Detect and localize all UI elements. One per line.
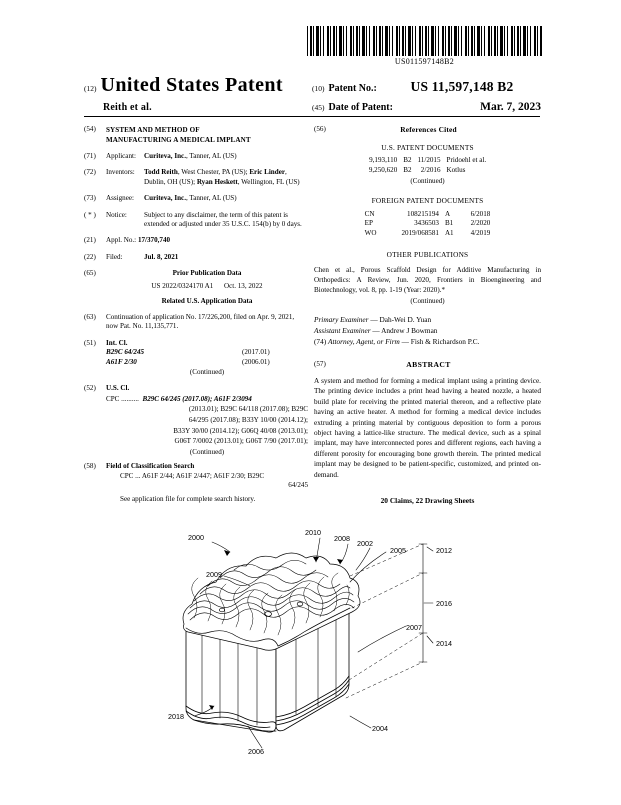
foreign-ref-1-number: 108215194 [407,209,439,218]
field-63-number: (63) [84,313,96,322]
us-cl-continued: (Continued) [189,447,225,456]
figure-label-2000: 2000 [188,533,204,542]
figure-label-2008: 2008 [334,534,350,543]
barcode [307,26,542,66]
patent-number-block [312,79,541,95]
foreign-patent-documents-heading: FOREIGN PATENT DOCUMENTS [371,195,484,205]
field-72-number: (72) [84,168,96,177]
us-ref-1-name: Pridoehl et al. [446,156,487,165]
inventors-short: Reith et al. [103,102,152,113]
barcode-bars [307,26,542,56]
us-patent-documents-continued: (Continued) [410,176,445,185]
field-22-number: (22) [84,252,96,261]
int-cl-row [106,358,308,367]
assignee-name: Curiteva, Inc. [144,194,186,203]
continuation-text: Continuation of application No. 17/226,200, filed on Apr. 9, 2021, now Pat. No. 11,135,771. [106,313,295,331]
applicant-label: Applicant: [106,152,136,161]
appl-no-value: 17/370,740 [137,236,171,245]
field-of-search-line2: 64/245 [288,480,308,489]
inventor-3-name-a: Ryan [196,177,213,186]
foreign-ref-1-kind: A [444,209,451,218]
field-58-field-of-search [84,462,308,504]
foreign-ref-2-country: EP [364,219,373,228]
prior-publication-number: US 2022/0324170 A1 [151,282,214,291]
field-73-assignee [84,194,308,203]
foreign-ref-2-date: 2/2020 [470,219,491,228]
patent-no-label: Patent No.: [328,83,377,94]
patent-no-value: US 11,597,148 B2 [410,79,514,94]
us-cl-label: U.S. Cl. [106,384,130,393]
us-ref-2-name: Kotlus [446,165,466,174]
field-56-number: (56) [314,125,326,133]
abstract-header [314,360,541,370]
us-ref-1-number: 9,193,110 [369,156,398,165]
table-row [362,219,494,229]
figure-label-2002: 2002 [357,539,373,548]
figure-label-2007: 2007 [406,623,422,632]
patent-figure [150,520,480,770]
us-ref-2-date: 2/2016 [420,165,441,174]
right-column [314,125,541,506]
other-publications-heading: OTHER PUBLICATIONS [386,250,469,260]
code-45: (45) [312,103,325,112]
figure-label-2004: 2004 [372,724,388,733]
masthead [84,74,541,113]
cpc-line-1-codes: B29C 64/245 (2017.08); A61F 2/3094 [142,394,252,403]
field-63-continuation [84,313,308,332]
notice-label: Notice: [106,210,127,219]
foreign-ref-2-number: 3436503 [414,219,439,228]
cpc-line-2: (2013.01); B29C 64/118 (2017.08); B29C [188,405,308,414]
primary-examiner-name: Dah-Wei D. Yuan [379,314,432,324]
cpc-list [106,394,308,447]
figure-label-2006: 2006 [248,747,264,756]
figure-label-2016: 2016 [436,599,452,608]
cpc-line-3: 64/295 (2017.08); B33Y 10/00 (2014.12); [188,415,308,424]
field-54-number: (54) [84,125,96,133]
int-cl-continued: (Continued) [189,367,225,376]
claims-and-sheets-line: 20 Claims, 22 Drawing Sheets [380,496,475,506]
inventors-list [144,168,308,187]
field-65-number: (65) [84,269,96,277]
us-ref-1-date: 11/2015 [417,156,441,165]
int-cl-label: Int. Cl. [106,338,128,347]
field-54-title [84,125,308,145]
int-cl-date-2: (2006.01) [242,357,270,366]
field-57-number: (57) [314,359,326,368]
table-row [366,156,489,166]
abstract-text: A system and method for forming a medical implant using a printing device. The printing device includes a print head having a heated nozzle, a heated build plate for receiving the printed material thereon, and a reflective plate having an active heater. A method for forming a medical device includes extruding a printing material by contiguous deposition to form a porous object having a lattice-like structure. The medical device, such as a spinal implant, may have interconnected pores and different regions, each having a different porosity for encouraging bone growth therein. The printed medical implant may be designed to be patient-specific, customized, and printed on-demand. [314,376,541,479]
field-73-number: (73) [84,194,96,203]
inventor-1-location: , West Chester, PA (US); [177,168,248,177]
primary-examiner-label: Primary Examiner [314,314,369,324]
field-58-number: (58) [84,462,96,471]
prior-publication-heading: Prior Publication Data [172,269,242,277]
foreign-patent-documents-table [362,210,494,239]
implant-drawing [150,520,480,770]
applicant-name: Curiteva, Inc. [144,152,186,161]
references-cited-header [314,125,541,135]
foreign-ref-3-kind: A1 [444,228,454,237]
prior-publication-date: Oct. 13, 2022 [223,282,263,291]
invention-title-line2: MANUFACTURING A MEDICAL IMPLANT [106,136,251,145]
int-cl-code-1: B29C 64/245 [106,348,145,357]
table-row [362,229,494,239]
inventor-2-location: , Dublin, OH (US); [144,168,287,186]
related-application-heading: Related U.S. Application Data [161,296,253,305]
references-cited-heading: References Cited [400,125,457,134]
figure-label-2014: 2014 [436,639,452,648]
cpc-prefix: CPC .......... [106,394,139,403]
field-74-number: (74) [314,336,327,346]
prior-publication-row [106,282,308,291]
field-of-search-line1: CPC ... A61F 2/44; A61F 2/447; A61F 2/30; B29C [120,471,265,480]
invention-title-line1: SYSTEM AND METHOD OF [106,126,200,134]
cpc-line-1 [106,394,308,405]
int-cl-code-2: A61F 2/30 [106,357,137,366]
other-publications-continued: (Continued) [410,296,445,305]
header-divider [84,116,540,117]
field-notice [84,211,308,230]
examiner-block [314,315,541,348]
foreign-ref-1-country: CN [364,209,375,218]
foreign-ref-1-date: 6/2018 [470,209,491,218]
figure-label-2009: 2009 [206,570,222,579]
assistant-examiner-label: Assistant Examiner [314,325,371,335]
foreign-ref-3-number: 2019/068581 [401,228,439,237]
field-52-number: (52) [84,384,96,393]
field-65-prior-pub [84,269,308,306]
foreign-ref-2-kind: B1 [444,219,454,228]
field-52-us-cl [84,384,308,457]
field-51-int-cl [84,339,308,377]
table-row [362,210,494,220]
us-ref-2-number: 9,250,620 [368,165,398,174]
primary-examiner-row: Primary Examiner — Dah-Wei D. Yuan [314,314,432,324]
cpc-line-5: G06T 7/0002 (2013.01); G06T 7/90 (2017.01); [174,437,308,446]
figure-label-2018: 2018 [168,712,184,721]
attorney-row: (74) Attorney, Agent, or Firm — Fish & Richardson P.C. [314,336,480,346]
filed-value: Jul. 8, 2021 [144,252,179,261]
field-72-inventors [84,168,308,187]
field-71-applicant [84,152,308,161]
figure-label-2005: 2005 [390,546,406,555]
attorney-name: Fish & Richardson P.C. [410,336,480,346]
us-ref-2-kind: B2 [403,165,412,174]
field-notice-number: ( * ) [84,210,96,219]
foreign-ref-3-date: 4/2019 [470,228,491,237]
abstract-heading: ABSTRACT [406,359,451,369]
inventors-label: Inventors: [106,168,135,177]
field-22-filed [84,253,308,262]
see-application-line: See application file for complete search history. [120,495,256,504]
us-patent-documents-table [366,156,489,175]
assignee-location: , Tanner, AL (US) [185,194,237,203]
notice-text: Subject to any disclaimer, the term of this patent is extended or adjusted under 35 U.S.C. 154(b) by 0 days. [144,210,302,228]
field-21-appl-no [84,236,308,245]
assignee-label: Assignee: [106,194,134,203]
date-of-patent-label: Date of Patent: [328,102,393,113]
figure-label-2012: 2012 [436,546,452,555]
other-publication-entry: Chen et al., Porous Scaffold Design for Additive Manufacturing in Orthopedics: A Review, Jun. 2020, Frontiers in Bioengineering and Biotechnology, vol. 8, pp. 1-19 (Year: 2020).* [314,265,541,294]
inventor-3-location: , Wellington, FL (US) [237,177,300,186]
barcode-number: US011597148B2 [394,57,455,66]
attorney-label: Attorney, Agent, or Firm [328,336,400,346]
filed-label: Filed: [106,252,123,261]
appl-no-row [106,236,308,245]
applicant-location: , Tanner, AL (US) [185,152,237,161]
us-patent-documents-heading: U.S. PATENT DOCUMENTS [381,142,474,152]
code-10: (10) [312,84,325,93]
int-cl-date-1: (2017.01) [242,348,270,357]
date-of-patent-value: Mar. 7, 2023 [480,101,541,113]
patent-office-title-block [84,74,312,97]
inventor-3-name-b: Heskett [214,177,238,186]
us-ref-1-kind: B2 [403,156,412,165]
figure-label-2010: 2010 [305,528,321,537]
field-21-number: (21) [84,236,96,245]
field-71-number: (71) [84,152,96,161]
cpc-line-4: B33Y 30/00 (2014.12); G06Q 40/08 (2013.01); [173,426,308,435]
code-12: (12) [84,84,97,93]
appl-no-label: Appl. No.: [106,236,137,245]
page-title: United States Patent [100,74,283,96]
assistant-examiner-name: Andrew J Bowman [381,325,438,335]
left-column [84,125,308,512]
field-51-number: (51) [84,338,96,347]
field-of-search-heading: Field of Classification Search [106,462,195,471]
inventor-2-name: Eric Linder [249,168,285,177]
assistant-examiner-row: Assistant Examiner — Andrew J Bowman [314,325,438,335]
foreign-ref-3-country: WO [364,228,377,237]
int-cl-row [106,348,308,357]
inventor-1-name: Todd Reith [144,168,178,177]
table-row [366,166,489,176]
